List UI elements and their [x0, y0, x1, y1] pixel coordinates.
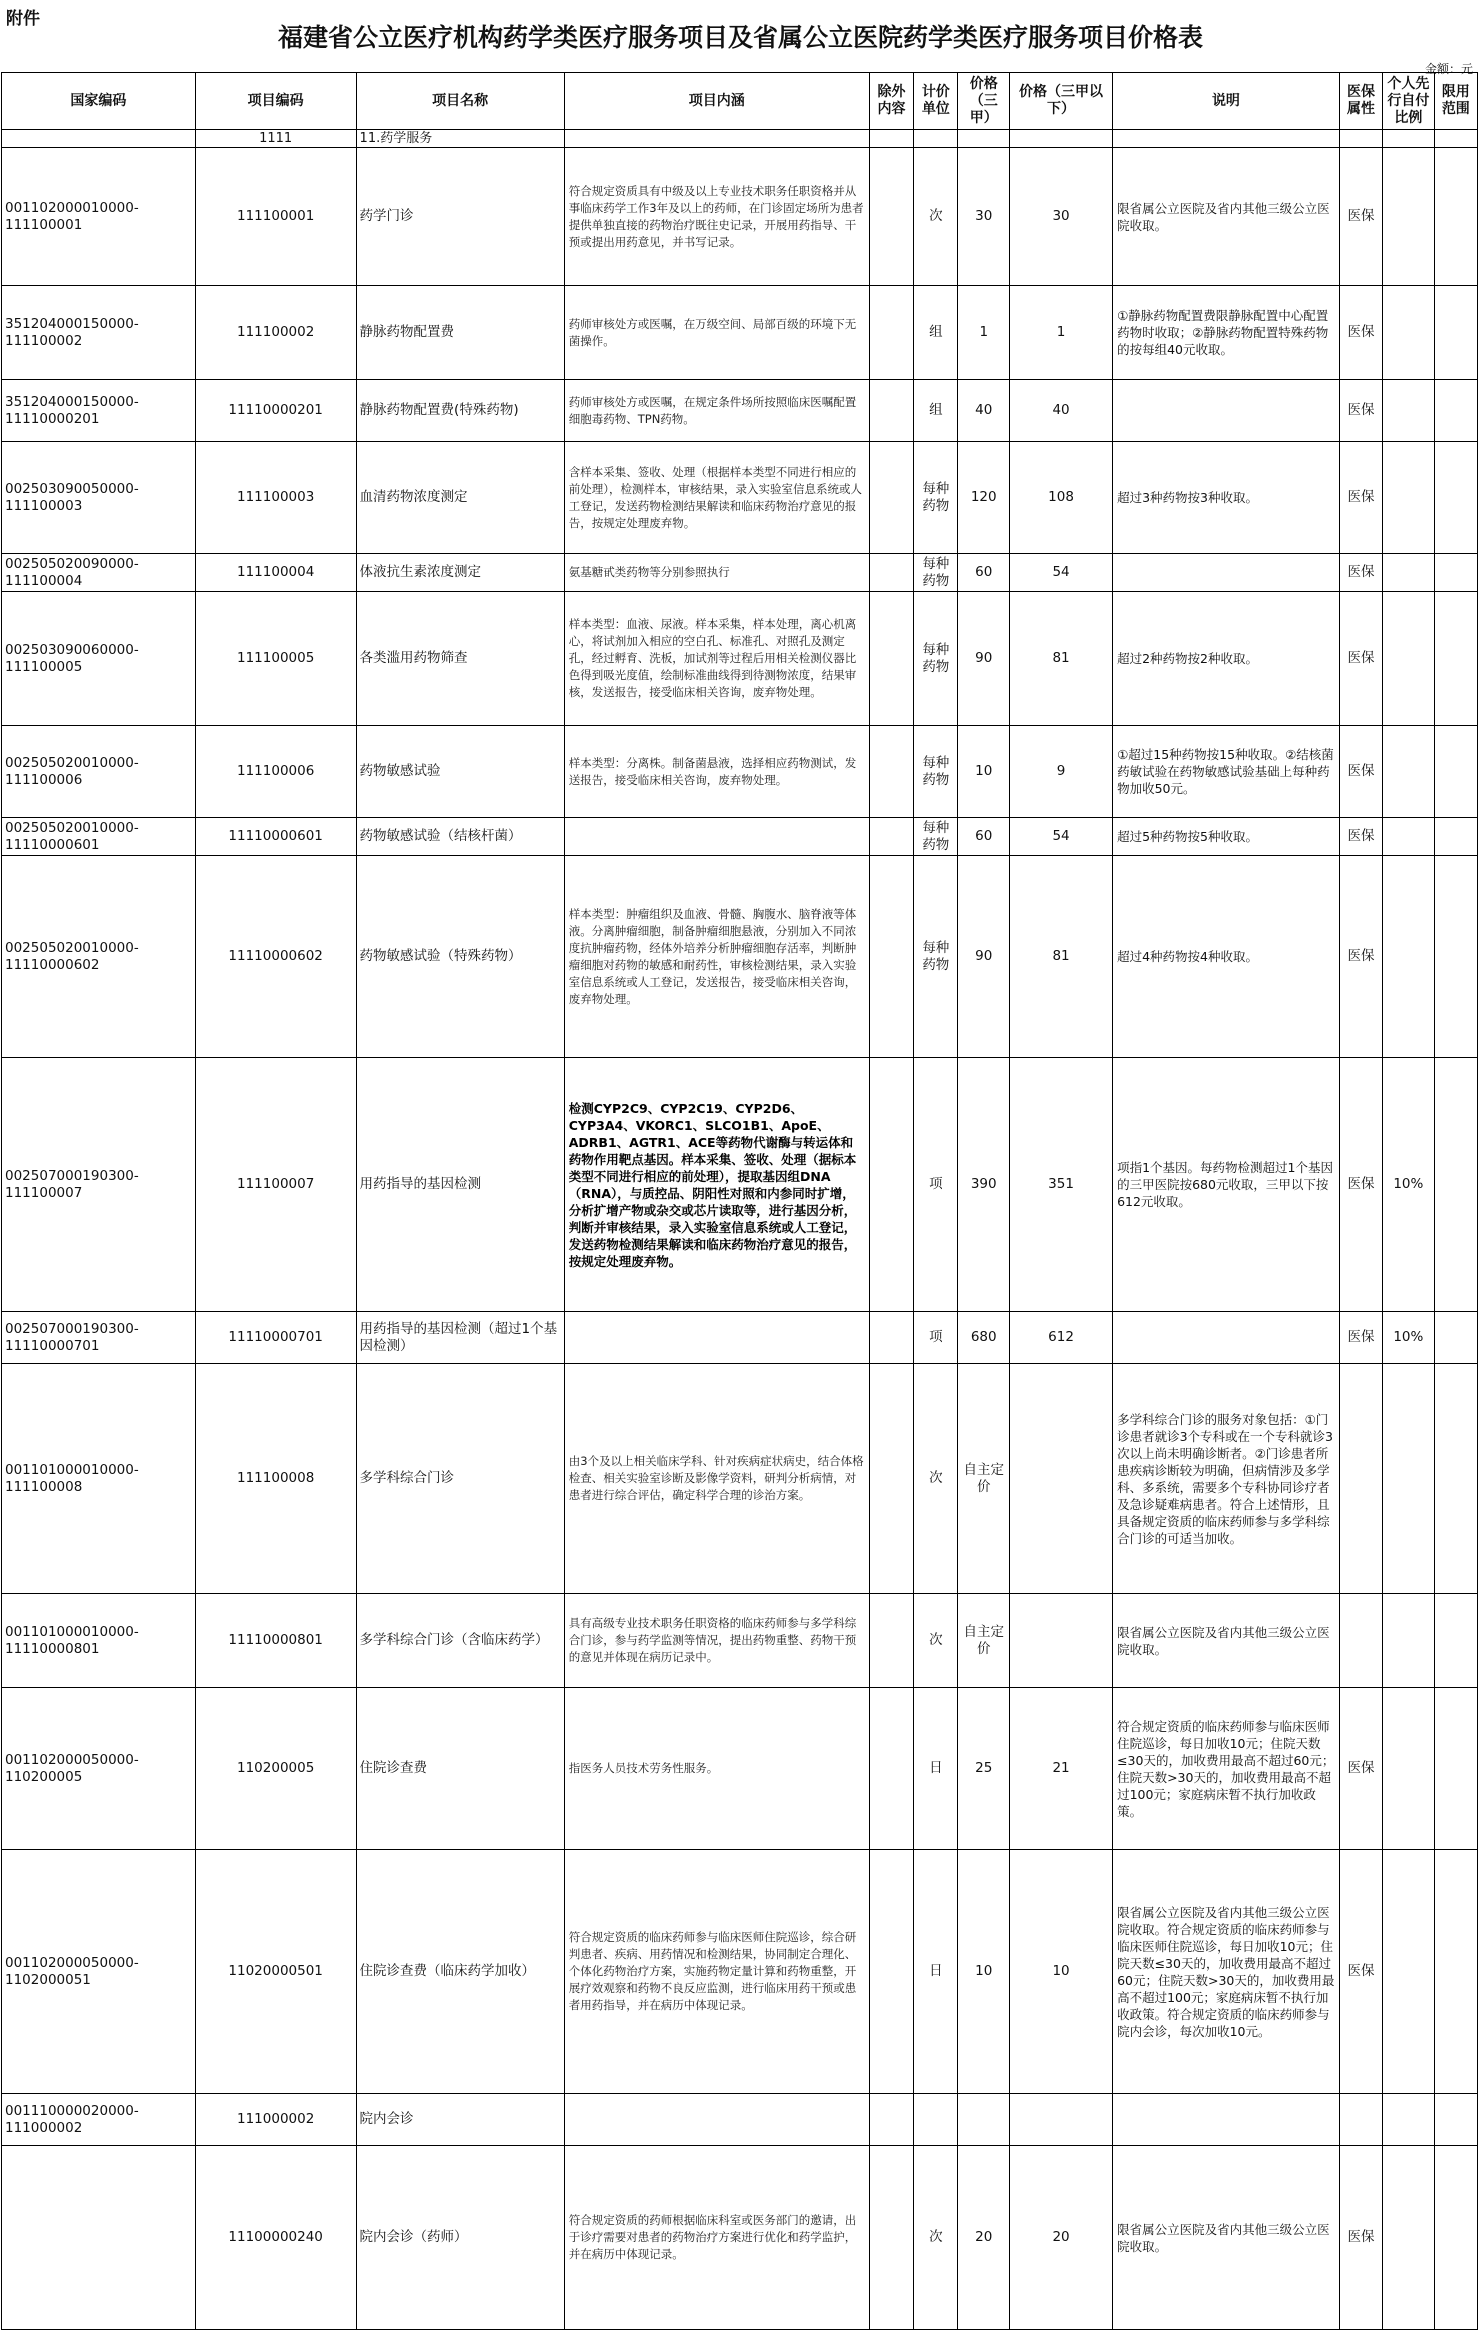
self-pay-cell [1383, 592, 1435, 726]
price-3a-cell: 10 [958, 726, 1010, 818]
content-cell: 样本类型：肿瘤组织及血液、骨髓、胸腹水、脑脊液等体液。分离肿瘤细胞，制备肿瘤细胞悬液，分别加入不同浓度抗肿瘤药物，经体外培养分析肿瘤细胞存活率，判断肿瘤细胞对药物的敏感和耐药性，审核检测结果，录入实验室信息系统或人工登记，发送报告，接受临床相关咨询，废弃物处理。 [564, 856, 869, 1058]
national-code-cell: 002505020010000-11110000602 [2, 856, 196, 1058]
page-title: 福建省公立医疗机构药学类医疗服务项目及省属公立医院药学类医疗服务项目价格表 [277, 23, 1203, 52]
price-below-cell: 30 [1010, 148, 1113, 286]
price-below-cell: 54 [1010, 554, 1113, 592]
insurance-cell: 医保 [1339, 1312, 1382, 1364]
price-below-cell: 10 [1010, 1850, 1113, 2094]
unit-cell: 每种药物 [914, 554, 958, 592]
item-name-cell: 用药指导的基因检测 [356, 1058, 564, 1312]
item-code-cell: 111100007 [195, 1058, 356, 1312]
self-pay-cell [1383, 442, 1435, 554]
item-name-cell: 静脉药物配置费 [356, 286, 564, 380]
content-cell [564, 1312, 869, 1364]
item-name-cell: 药物敏感试验（特殊药物） [356, 856, 564, 1058]
item-code-cell: 111100002 [195, 286, 356, 380]
self-pay-cell [1383, 1364, 1435, 1594]
national-code-cell: 002507000190300-111100007 [2, 1058, 196, 1312]
price-3a-cell: 680 [958, 1312, 1010, 1364]
item-code-cell: 110200005 [195, 1688, 356, 1850]
national-code-cell: 001102000010000-111100001 [2, 148, 196, 286]
header-unit: 计价单位 [914, 73, 958, 130]
header-item-code: 项目编码 [195, 73, 356, 130]
unit-cell: 日 [914, 1850, 958, 2094]
excluded-cell [869, 554, 913, 592]
section-name: 11.药学服务 [356, 130, 564, 148]
unit-cell: 项 [914, 1312, 958, 1364]
excluded-cell [869, 1364, 913, 1594]
table-row [2, 148, 1478, 286]
insurance-cell: 医保 [1339, 1688, 1382, 1850]
self-pay-cell [1383, 2146, 1435, 2330]
notes-cell: 超过4种药物按4种收取。 [1113, 856, 1340, 1058]
insurance-cell: 医保 [1339, 856, 1382, 1058]
scope-cell [1434, 2146, 1477, 2330]
unit-cell: 日 [914, 1688, 958, 1850]
self-pay-cell [1383, 1688, 1435, 1850]
table-row [2, 856, 1478, 1058]
header-insurance: 医保属性 [1339, 73, 1382, 130]
unit-cell: 次 [914, 148, 958, 286]
self-pay-cell [1383, 286, 1435, 380]
item-name-cell: 住院诊查费 [356, 1688, 564, 1850]
price-3a-cell: 90 [958, 592, 1010, 726]
table-row [2, 1058, 1478, 1312]
self-pay-cell [1383, 1594, 1435, 1688]
insurance-cell: 医保 [1339, 726, 1382, 818]
excluded-cell [869, 1312, 913, 1364]
table-row [2, 818, 1478, 856]
notes-cell [1113, 554, 1340, 592]
content-cell [564, 818, 869, 856]
header-item-name: 项目名称 [356, 73, 564, 130]
header-row [2, 73, 1478, 130]
header-notes: 说明 [1113, 73, 1340, 130]
content-cell: 符合规定资质的临床药师参与临床医师住院巡诊，综合研判患者、疾病、用药情况和检测结果，协同制定合理化、个体化药物治疗方案，实施药物定量计算和药物重整，开展疗效观察和药物不良反应监测，进行临床用药干预或患者用药指导，并在病历中体现记录。 [564, 1850, 869, 2094]
scope-cell [1434, 554, 1477, 592]
item-name-cell: 静脉药物配置费(特殊药物) [356, 380, 564, 442]
insurance-cell: 医保 [1339, 2146, 1382, 2330]
price-3a-cell [958, 2094, 1010, 2146]
header-scope: 限用范围 [1434, 73, 1477, 130]
item-code-cell: 111000002 [195, 2094, 356, 2146]
table-row [2, 442, 1478, 554]
price-3a-cell: 390 [958, 1058, 1010, 1312]
excluded-cell [869, 1688, 913, 1850]
price-3a-cell: 自主定价 [958, 1594, 1010, 1688]
excluded-cell [869, 818, 913, 856]
item-code-cell: 11110000601 [195, 818, 356, 856]
national-code-cell: 351204000150000-111100002 [2, 286, 196, 380]
scope-cell [1434, 1312, 1477, 1364]
national-code-cell: 001101000010000-11110000801 [2, 1594, 196, 1688]
price-table [1, 72, 1478, 2330]
header-price-3a: 价格（三甲） [958, 73, 1010, 130]
insurance-cell: 医保 [1339, 1058, 1382, 1312]
notes-cell [1113, 2094, 1340, 2146]
scope-cell [1434, 380, 1477, 442]
national-code-cell: 001102000050000-1102000051 [2, 1850, 196, 2094]
unit-cell: 组 [914, 286, 958, 380]
national-code-cell: 002503090060000-111100005 [2, 592, 196, 726]
excluded-cell [869, 1058, 913, 1312]
unit-cell [914, 2094, 958, 2146]
item-name-cell: 体液抗生素浓度测定 [356, 554, 564, 592]
insurance-cell [1339, 2094, 1382, 2146]
excluded-cell [869, 856, 913, 1058]
self-pay-cell [1383, 726, 1435, 818]
content-cell: 检测CYP2C9、CYP2C19、CYP2D6、CYP3A4、VKORC1、SLCO1B1、ApoE、ADRB1、AGTR1、ACE等药物代谢酶与转运体和药物作用靶点基因。样本采集、签收、处理（据标本类型不同进行相应的前处理），提取基因组DNA（RNA），与质控品、阴阳性对照和内参同时扩增，分析扩增产物或杂交或芯片读取等，进行基因分析，判断并审核结果，录入实验室信息系统或人工登记，发送药物检测结果解读和临床药物治疗意见的报告，按规定处理废弃物。 [564, 1058, 869, 1312]
price-3a-cell: 20 [958, 2146, 1010, 2330]
excluded-cell [869, 592, 913, 726]
insurance-cell: 医保 [1339, 818, 1382, 856]
price-3a-cell: 10 [958, 1850, 1010, 2094]
content-cell: 指医务人员技术劳务性服务。 [564, 1688, 869, 1850]
price-below-cell [1010, 1594, 1113, 1688]
insurance-cell: 医保 [1339, 286, 1382, 380]
national-code-cell: 002507000190300-11110000701 [2, 1312, 196, 1364]
price-3a-cell: 30 [958, 148, 1010, 286]
insurance-cell: 医保 [1339, 442, 1382, 554]
national-code-cell: 351204000150000-11110000201 [2, 380, 196, 442]
table-row [2, 1364, 1478, 1594]
table-row [2, 592, 1478, 726]
excluded-cell [869, 2146, 913, 2330]
scope-cell [1434, 1364, 1477, 1594]
excluded-cell [869, 726, 913, 818]
price-below-cell: 9 [1010, 726, 1113, 818]
item-code-cell: 11110000602 [195, 856, 356, 1058]
header-national-code: 国家编码 [2, 73, 196, 130]
insurance-cell: 医保 [1339, 380, 1382, 442]
table-row [2, 2146, 1478, 2330]
item-name-cell: 用药指导的基因检测（超过1个基因检测） [356, 1312, 564, 1364]
price-3a-cell: 40 [958, 380, 1010, 442]
insurance-cell: 医保 [1339, 554, 1382, 592]
item-code-cell: 11110000201 [195, 380, 356, 442]
unit-cell: 每种药物 [914, 442, 958, 554]
notes-cell: 超过3种药物按3种收取。 [1113, 442, 1340, 554]
price-3a-cell: 120 [958, 442, 1010, 554]
item-name-cell: 院内会诊（药师） [356, 2146, 564, 2330]
self-pay-cell [1383, 856, 1435, 1058]
table-row [2, 380, 1478, 442]
insurance-cell: 医保 [1339, 1850, 1382, 2094]
national-code-cell: 001101000010000-111100008 [2, 1364, 196, 1594]
unit-cell: 每种药物 [914, 856, 958, 1058]
content-cell: 符合规定资质具有中级及以上专业技术职务任职资格并从事临床药学工作3年及以上的药师，在门诊固定场所为患者提供单独直接的药物治疗既往史记录，开展用药指导、干预或提出用药意见，并书写记录。 [564, 148, 869, 286]
price-below-cell [1010, 2094, 1113, 2146]
notes-cell: 限省属公立医院及省内其他三级公立医院收取。 [1113, 2146, 1340, 2330]
scope-cell [1434, 442, 1477, 554]
unit-label: 金额：元 [1424, 62, 1473, 76]
price-below-cell: 1 [1010, 286, 1113, 380]
content-cell: 药师审核处方或医嘱，在规定条件场所按照临床医嘱配置细胞毒药物、TPN药物。 [564, 380, 869, 442]
content-cell: 含样本采集、签收、处理（根据样本类型不同进行相应的前处理），检测样本，审核结果，录入实验室信息系统或人工登记，发送药物检测结果解读和临床药物治疗意见的报告，按规定处理废弃物。 [564, 442, 869, 554]
price-below-cell: 81 [1010, 856, 1113, 1058]
table-row [2, 1312, 1478, 1364]
item-code-cell: 111100008 [195, 1364, 356, 1594]
self-pay-cell [1383, 2094, 1435, 2146]
item-code-cell: 111100001 [195, 148, 356, 286]
notes-cell [1113, 380, 1340, 442]
scope-cell [1434, 856, 1477, 1058]
unit-cell: 次 [914, 2146, 958, 2330]
unit-cell: 每种药物 [914, 592, 958, 726]
excluded-cell [869, 148, 913, 286]
header-self-pay: 个人先行自付比例 [1383, 73, 1435, 130]
notes-cell: 多学科综合门诊的服务对象包括：①门诊患者就诊3个专科或在一个专科就诊3次以上尚未明确诊断者。②门诊患者所患疾病诊断较为明确，但病情涉及多学科、多系统，需要多个专科协同诊疗者及急诊疑难病患者。符合上述情形，且具备规定资质的临床药师参与多学科综合门诊的可适当加收。 [1113, 1364, 1340, 1594]
unit-cell: 每种药物 [914, 726, 958, 818]
item-code-cell: 11100000240 [195, 2146, 356, 2330]
price-3a-cell: 90 [958, 856, 1010, 1058]
attachment-label: 附件 [6, 9, 40, 29]
table-row [2, 286, 1478, 380]
excluded-cell [869, 1594, 913, 1688]
price-3a-cell: 60 [958, 818, 1010, 856]
national-code-cell: 002505020010000-111100006 [2, 726, 196, 818]
price-below-cell: 21 [1010, 1688, 1113, 1850]
unit-cell: 组 [914, 380, 958, 442]
item-name-cell: 药物敏感试验 [356, 726, 564, 818]
price-below-cell [1010, 1364, 1113, 1594]
notes-cell: 限省属公立医院及省内其他三级公立医院收取。符合规定资质的临床药师参与临床医师住院巡诊，每日加收10元；住院天数≤30天的，加收费用最高不超过60元；住院天数>30天的，加收费用最高不超过100元；家庭病床暂不执行加收政策。符合规定资质的临床药师参与院内会诊，每次加收10元。 [1113, 1850, 1340, 2094]
scope-cell [1434, 1594, 1477, 1688]
scope-cell [1434, 592, 1477, 726]
insurance-cell: 医保 [1339, 592, 1382, 726]
content-cell: 样本类型：血液、尿液。样本采集，样本处理，离心机离心，将试剂加入相应的空白孔、标准孔、对照孔及测定孔，经过孵育、洗板，加试剂等过程后用相关检测仪器比色得到吸光度值，绘制标准曲线得到待测物浓度，结果审核，发送报告，接受临床相关咨询，废弃物处理。 [564, 592, 869, 726]
content-cell [564, 2094, 869, 2146]
self-pay-cell [1383, 148, 1435, 286]
self-pay-cell [1383, 1850, 1435, 2094]
table-row [2, 2094, 1478, 2146]
item-code-cell: 111100005 [195, 592, 356, 726]
self-pay-cell [1383, 818, 1435, 856]
notes-cell: 超过2种药物按2种收取。 [1113, 592, 1340, 726]
notes-cell: 限省属公立医院及省内其他三级公立医院收取。 [1113, 148, 1340, 286]
national-code-cell: 002503090050000-111100003 [2, 442, 196, 554]
scope-cell [1434, 1850, 1477, 2094]
unit-cell: 次 [914, 1594, 958, 1688]
header-excluded: 除外内容 [869, 73, 913, 130]
item-code-cell: 11110000801 [195, 1594, 356, 1688]
insurance-cell: 医保 [1339, 148, 1382, 286]
price-below-cell: 81 [1010, 592, 1113, 726]
item-code-cell: 111100004 [195, 554, 356, 592]
unit-cell: 每种药物 [914, 818, 958, 856]
scope-cell [1434, 2094, 1477, 2146]
scope-cell [1434, 726, 1477, 818]
table-row [2, 1850, 1478, 2094]
notes-cell [1113, 1312, 1340, 1364]
scope-cell [1434, 286, 1477, 380]
price-below-cell: 54 [1010, 818, 1113, 856]
insurance-cell [1339, 1364, 1382, 1594]
excluded-cell [869, 286, 913, 380]
price-below-cell: 351 [1010, 1058, 1113, 1312]
self-pay-cell [1383, 380, 1435, 442]
price-below-cell: 20 [1010, 2146, 1113, 2330]
content-cell: 由3个及以上相关临床学科、针对疾病症状病史，结合体格检查、相关实验室诊断及影像学资料，研判分析病情，对患者进行综合评估，确定科学合理的诊治方案。 [564, 1364, 869, 1594]
scope-cell [1434, 1058, 1477, 1312]
excluded-cell [869, 2094, 913, 2146]
table-row [2, 1688, 1478, 1850]
national-code-cell: 001110000020000-111000002 [2, 2094, 196, 2146]
table-row [2, 1594, 1478, 1688]
national-code-cell: 002505020090000-111100004 [2, 554, 196, 592]
notes-cell: 限省属公立医院及省内其他三级公立医院收取。 [1113, 1594, 1340, 1688]
item-code-cell: 11110000701 [195, 1312, 356, 1364]
item-code-cell: 111100003 [195, 442, 356, 554]
content-cell: 药师审核处方或医嘱，在万级空间、局部百级的环境下无菌操作。 [564, 286, 869, 380]
notes-cell: ①静脉药物配置费限静脉配置中心配置药物时收取；②静脉药物配置特殊药物的按每组40元收取。 [1113, 286, 1340, 380]
section-code: 1111 [195, 130, 356, 148]
scope-cell [1434, 1688, 1477, 1850]
table-row [2, 554, 1478, 592]
scope-cell [1434, 818, 1477, 856]
self-pay-cell: 10% [1383, 1312, 1435, 1364]
table-row [2, 726, 1478, 818]
self-pay-cell [1383, 554, 1435, 592]
item-name-cell: 住院诊查费（临床药学加收） [356, 1850, 564, 2094]
content-cell: 样本类型：分离株。制备菌悬液，选择相应药物测试，发送报告，接受临床相关咨询，废弃物处理。 [564, 726, 869, 818]
price-below-cell: 40 [1010, 380, 1113, 442]
self-pay-cell: 10% [1383, 1058, 1435, 1312]
scope-cell [1434, 148, 1477, 286]
header-content: 项目内涵 [564, 73, 869, 130]
item-code-cell: 111100006 [195, 726, 356, 818]
excluded-cell [869, 1850, 913, 2094]
notes-cell: 超过5种药物按5种收取。 [1113, 818, 1340, 856]
unit-cell: 项 [914, 1058, 958, 1312]
price-3a-cell: 1 [958, 286, 1010, 380]
section-row [2, 130, 1478, 148]
notes-cell: 符合规定资质的临床药师参与临床医师住院巡诊，每日加收10元；住院天数≤30天的，加收费用最高不超过60元；住院天数>30天的，加收费用最高不超过100元；家庭病床暂不执行加收政策。 [1113, 1688, 1340, 1850]
content-cell: 符合规定资质的药师根据临床科室或医务部门的邀请，出于诊疗需要对患者的药物治疗方案进行优化和药学监护，并在病历中体现记录。 [564, 2146, 869, 2330]
item-name-cell: 药学门诊 [356, 148, 564, 286]
content-cell: 具有高级专业技术职务任职资格的临床药师参与多学科综合门诊，参与药学监测等情况，提出药物重整、药物干预的意见并体现在病历记录中。 [564, 1594, 869, 1688]
item-name-cell: 各类滥用药物筛查 [356, 592, 564, 726]
notes-cell: ①超过15种药物按15种收取。②结核菌药敏试验在药物敏感试验基础上每种药物加收50元。 [1113, 726, 1340, 818]
item-code-cell: 11020000501 [195, 1850, 356, 2094]
national-code-cell [2, 2146, 196, 2330]
item-name-cell: 药物敏感试验（结核杆菌） [356, 818, 564, 856]
content-cell: 氨基糖甙类药物等分别参照执行 [564, 554, 869, 592]
notes-cell: 项指1个基因。每药物检测超过1个基因的三甲医院按680元收取，三甲以下按612元收取。 [1113, 1058, 1340, 1312]
price-3a-cell: 60 [958, 554, 1010, 592]
price-below-cell: 612 [1010, 1312, 1113, 1364]
price-below-cell: 108 [1010, 442, 1113, 554]
excluded-cell [869, 380, 913, 442]
item-name-cell: 院内会诊 [356, 2094, 564, 2146]
item-name-cell: 多学科综合门诊（含临床药学） [356, 1594, 564, 1688]
unit-cell: 次 [914, 1364, 958, 1594]
item-name-cell: 血清药物浓度测定 [356, 442, 564, 554]
insurance-cell [1339, 1594, 1382, 1688]
excluded-cell [869, 442, 913, 554]
price-3a-cell: 自主定价 [958, 1364, 1010, 1594]
header-price-below: 价格（三甲以下） [1010, 73, 1113, 130]
national-code-cell: 002505020010000-11110000601 [2, 818, 196, 856]
national-code-cell: 001102000050000-110200005 [2, 1688, 196, 1850]
price-3a-cell: 25 [958, 1688, 1010, 1850]
item-name-cell: 多学科综合门诊 [356, 1364, 564, 1594]
